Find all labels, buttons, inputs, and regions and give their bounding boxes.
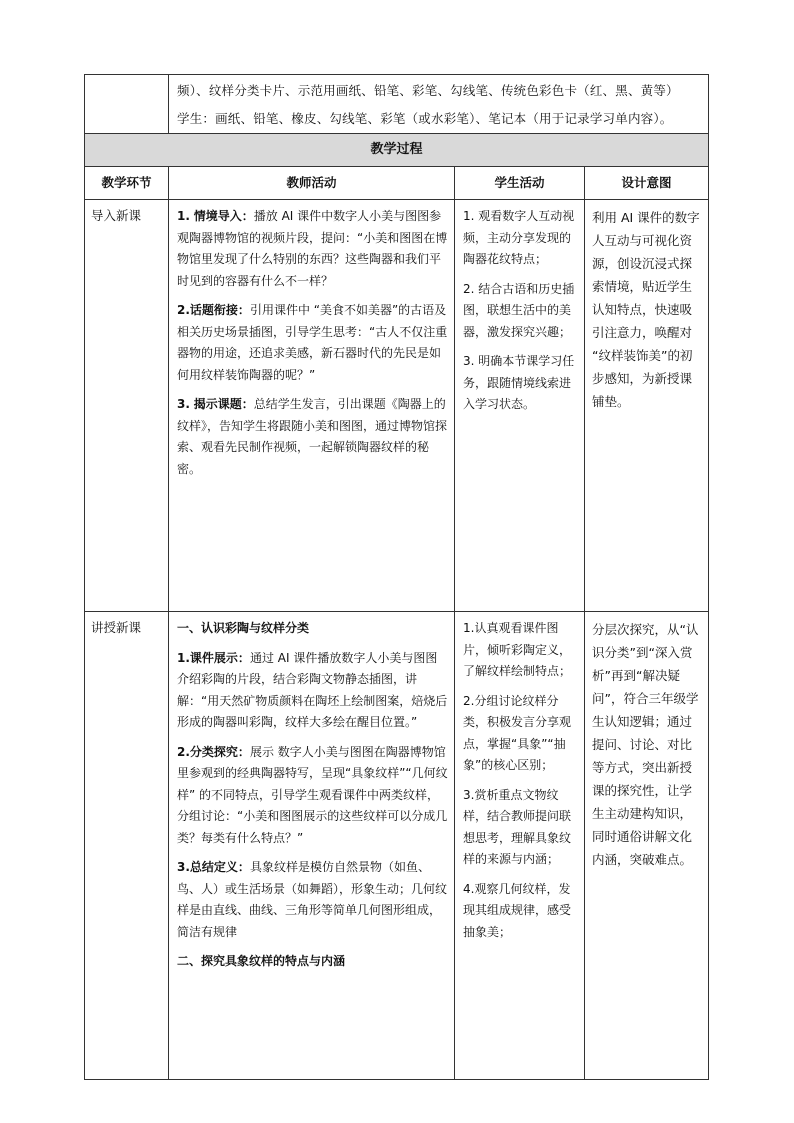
student-item: 3. 明确本节课学习任务，跟随情境线索进入学习状态。 bbox=[463, 354, 575, 411]
materials-student-line bbox=[177, 105, 700, 133]
teacher-activity-cell bbox=[169, 200, 455, 612]
table-row bbox=[85, 612, 709, 1080]
lesson-plan-table bbox=[84, 74, 709, 1080]
student-activity-cell bbox=[455, 200, 585, 612]
student-item: 1. 观看数字人互动视频，主动分享发现的陶器花纹特点； bbox=[463, 209, 575, 266]
teacher-item: 3. 揭示课题：总结学生发言，引出课题《陶器上的纹样》，告知学生将跟随小美和图图，通过博物馆探索、观看先民制作视频，一起解锁陶器纹样的秘密。 bbox=[177, 397, 448, 476]
teacher-item: 3.总结定义：具象纹样是模仿自然景物（如鱼、鸟、人）或生活场景（如舞蹈），形象生动；几何纹样是由直线、曲线、三角形等简单几何图形组成，简洁有规律 bbox=[177, 860, 448, 939]
student-item: 2.分组讨论纹样分类，积极发言分享观点，掌握“具象”“抽象”的核心区别； bbox=[463, 693, 572, 772]
header-teacher: 教师活动 bbox=[169, 167, 455, 200]
teacher-activity-cell bbox=[169, 612, 455, 1080]
header-row bbox=[85, 167, 709, 200]
student-activity-cell bbox=[455, 612, 585, 1080]
materials-line1: 频）、纹样分类卡片、示范用画纸、铅笔、彩笔、勾线笔、传统色彩色卡（红、黑、黄等） bbox=[177, 83, 679, 98]
student-materials: 画纸、铅笔、橡皮、勾线笔、彩笔（或水彩笔）、笔记本（用于记录学习单内容）。 bbox=[215, 111, 673, 126]
materials-cell bbox=[169, 75, 709, 134]
materials-label-cell bbox=[85, 75, 169, 134]
phase-cell: 导入新课 bbox=[85, 200, 169, 612]
teacher-item: 1.课件展示：通过 AI 课件播放数字人小美与图图介绍彩陶的片段，结合彩陶文物静态插图，讲解：“用天然矿物质颜料在陶坯上绘制图案，焙烧后形成的陶器叫彩陶，纹样大多绘在醒目位置。” bbox=[177, 650, 448, 729]
header-intent: 设计意图 bbox=[585, 167, 709, 200]
process-title-row bbox=[85, 134, 709, 167]
teacher-item: 2.话题衔接：引用课件中 “美食不如美器”的古语及相关历史场景插图，引导学生思考：“古人不仅注重器物的用途，还追求美感，新石器时代的先民是如何用纹样装饰陶器的呢？” bbox=[177, 303, 448, 382]
header-phase: 教学环节 bbox=[85, 167, 169, 200]
student-item: 4.观察几何纹样，发现其组成规律，感受抽象美； bbox=[463, 881, 572, 939]
design-intent-cell: 利用 AI 课件的数字人互动与可视化资源，创设沉浸式探索情境，贴近学生认知特点，快速吸引注意力，唤醒对 “纹样装饰美”的初步感知，为新授课铺垫。 bbox=[585, 200, 709, 612]
student-item: 3.赏析重点文物纹样，结合教师提问联想思考，理解具象纹样的来源与内涵； bbox=[463, 787, 572, 866]
design-intent-cell: 分层次探究，从“认识分类”到“深入赏析”再到“解决疑问”，符合三年级学生认知逻辑；通过提问、讨论、对比等方式，突出新授课的探究性，让学生主动建构知识，同时通俗讲解文化内涵，突破难点。 bbox=[585, 612, 709, 1080]
phase-cell: 讲授新课 bbox=[85, 612, 169, 1080]
materials-row bbox=[85, 75, 709, 134]
header-student: 学生活动 bbox=[455, 167, 585, 200]
teacher-item: 2.分类探究：展示 数字人小美与图图在陶器博物馆里参观到的经典陶器特写，呈现“具象纹样”“几何纹样” 的不同特点，引导学生观看课件中两类纹样，分组讨论：“小美和图图展示的这些纹样可以分成几类？每类有什么特点？” bbox=[177, 744, 448, 845]
student-item: 2. 结合古语和历史插图，联想生活中的美器，激发探究兴趣； bbox=[463, 281, 575, 339]
student-label: 学生： bbox=[177, 111, 216, 126]
section-heading: 二、探究具象纹样的特点与内涵 bbox=[177, 954, 346, 968]
teacher-item: 1. 情境导入：播放 AI 课件中数字人小美与图图参观陶器博物馆的视频片段，提问：“小美和图图在博物馆里发现了什么特别的东西？这些陶器和我们平时见到的容器有什么不一样？ bbox=[177, 209, 448, 288]
student-item: 1.认真观看课件图片，倾听彩陶定义，了解纹样绘制特点； bbox=[463, 621, 572, 678]
lesson-plan-page bbox=[84, 74, 708, 1080]
section-heading: 一、认识彩陶与纹样分类 bbox=[177, 621, 310, 635]
table-row bbox=[85, 200, 709, 612]
process-title: 教学过程 bbox=[85, 134, 709, 167]
